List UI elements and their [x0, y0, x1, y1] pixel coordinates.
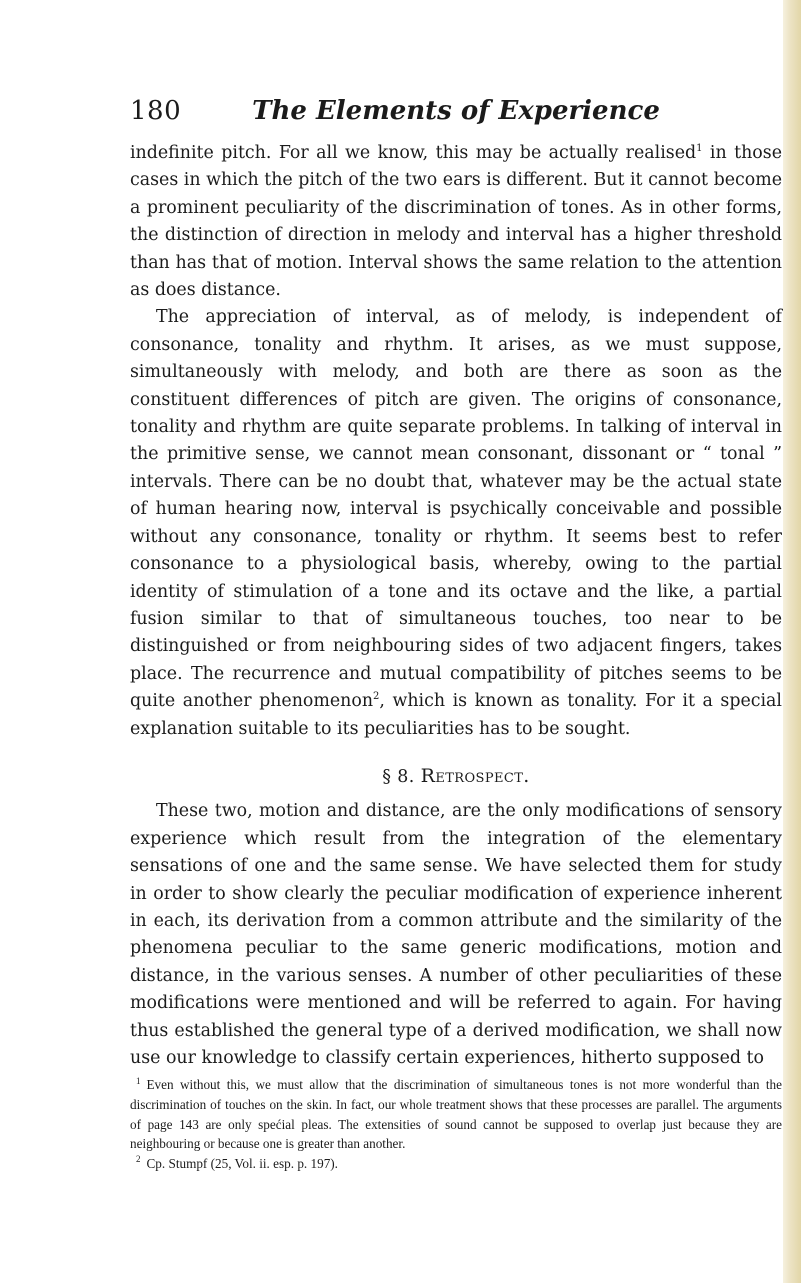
footnote-mark: 2	[136, 1154, 141, 1165]
footnote-mark: 1	[136, 1076, 141, 1087]
page-number: 180	[130, 96, 182, 126]
book-page	[130, 96, 782, 1173]
paragraph: The appreciation of interval, as of melody, is independent of consonance, tonality and rhythm. It arises, as we must suppose, simultaneously with melody, and both are there as soon as the constituent differences of pitch are given. The origins of consonance, tonality and rhythm are quite separate problems. In talking of interval in the primitive sense, we cannot mean consonant, dissonant or “ tonal ” intervals. There can be no doubt that, whatever may be the actual state of human hearing now, interval is psychically conceivable and possible without any consonance, tonality or rhythm. It seems best to refer consonance to a physiological basis, whereby, owing to the partial identity of stimulation of a tone and its octave and the like, a partial fusion similar to that of simultaneous touches, too near to be distinguished or from neighbouring sides of two adjacent fingers, takes place. The recurrence and mutual compatibility of pitches seems to be quite another phenomenon$^2$, which is known as tonality. For it a special explanation suitable to its peculiarities has to be sought.	[130, 307, 782, 739]
paragraph: These two, motion and distance, are the only modifications of sensory experience which result from the integration of the elementary sensations of one and the same sense. We have selected them for study in order to show clearly the peculiar modification of experience inherent in each, its derivation from a common attribute and the similarity of the phenomena peculiar to the same generic modifications, motion and distance, in the various senses. A number of other peculiarities of these modifications were mentioned and will be referred to again. For having thus established the general type of a derived modification, we shall now use our knowledge to classify certain experiences, hitherto supposed to	[130, 801, 782, 1068]
footnote-ref: 1	[696, 143, 703, 155]
section-number: § 8.	[382, 766, 415, 787]
paragraph: indefinite pitch. For all we know, this may be actually realised$^1$ in those cases in which the pitch of the two ears is different. But it cannot become a prominent peculiarity of the discrimination of tones. As in other forms, the distinction of direction in melody and interval has a higher threshold than has that of motion. Interval shows the same relation to the attention as does distance.	[130, 143, 782, 301]
running-head	[130, 96, 782, 140]
page-edge	[783, 0, 801, 1283]
section-heading	[130, 763, 782, 791]
footnotes	[130, 1075, 782, 1173]
running-title: The Elements of Experience	[252, 96, 660, 126]
footnote: $^1$ Even without this, we must allow that the discrimination of simultaneous tones is not more wonderful than the discrimination of touches on the skin. In fact, our whole treatment shows that these processes are parallel. The arguments of page 143 are only spećial pleas. The extensities of sound cannot be supposed to overlap just because they are neighbouring or because one is greater than another.	[130, 1076, 782, 1152]
section-title: Retrospect.	[420, 764, 530, 787]
body-text	[130, 140, 782, 1072]
footnote: $^2$ Cp. Stumpf (25, Vol. ii. esp. p. 197).	[136, 1154, 338, 1171]
footnote-ref: 2	[373, 691, 380, 703]
